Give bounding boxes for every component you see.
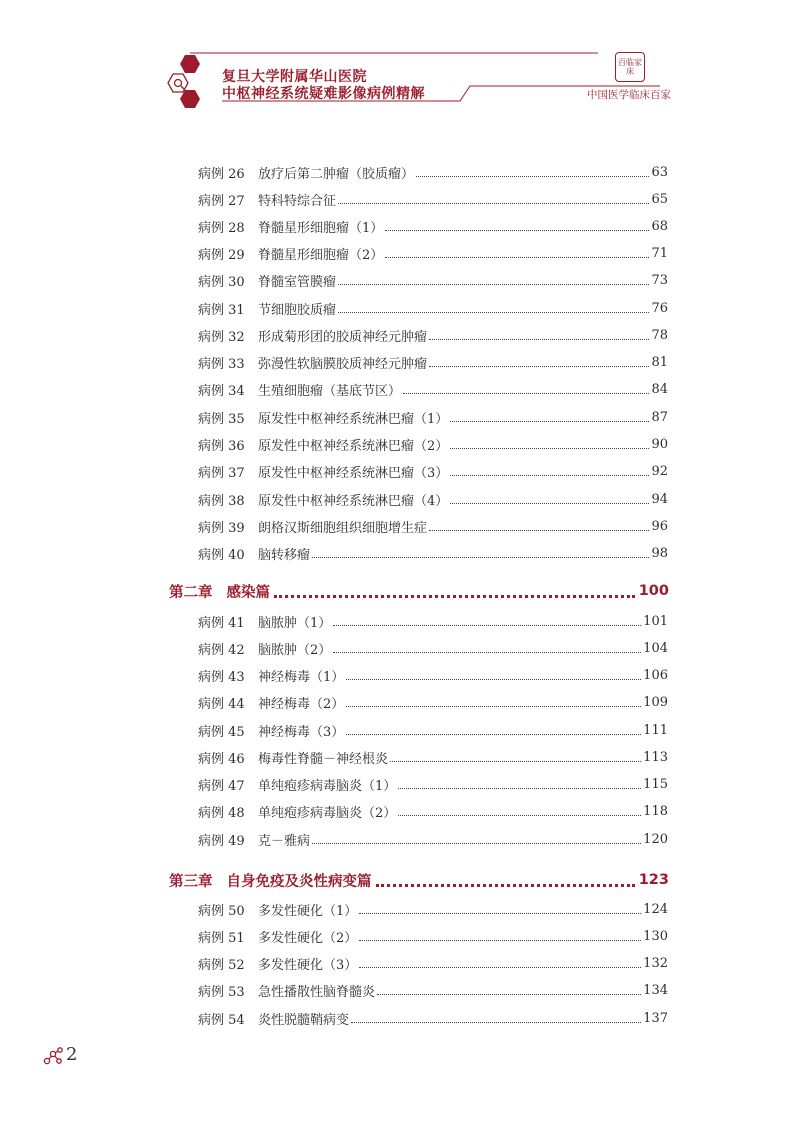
- case-number: 病例 49: [198, 833, 245, 849]
- page-number: 81: [651, 354, 668, 370]
- page-number: 68: [651, 218, 668, 234]
- toc-entry[interactable]: [198, 746, 668, 768]
- page-number: 120: [643, 831, 668, 847]
- page-number: 134: [643, 982, 668, 998]
- seal-stamp-icon: 百临家床: [615, 52, 645, 82]
- page-number: 124: [643, 901, 668, 917]
- case-number: 病例 32: [198, 329, 245, 345]
- page-number: 65: [651, 191, 668, 207]
- header-hospital-name: 复旦大学附属华山医院: [222, 69, 367, 85]
- dot-leader: [312, 557, 649, 558]
- page-number: 101: [643, 613, 668, 629]
- case-title: 多发性硬化（1）: [258, 903, 358, 919]
- dot-leader: [346, 706, 641, 707]
- toc-entry[interactable]: [198, 460, 668, 482]
- case-number: 病例 52: [198, 957, 245, 973]
- case-number: 病例 44: [198, 696, 245, 712]
- page-number: 76: [651, 300, 668, 316]
- case-number: 病例 39: [198, 520, 245, 536]
- header-series-name: 中国医学临床百家: [587, 89, 671, 101]
- case-title: 多发性硬化（3）: [258, 957, 358, 973]
- chapter-number: 第三章: [169, 873, 213, 890]
- dot-leader: [333, 625, 641, 626]
- case-number: 病例 36: [198, 438, 245, 454]
- dot-leader: [450, 503, 649, 504]
- case-title: 炎性脱髓鞘病变: [258, 1012, 350, 1028]
- case-number: 病例 31: [198, 302, 245, 318]
- dot-leader: [416, 176, 649, 177]
- toc-entry[interactable]: [198, 188, 668, 210]
- dot-leader: [338, 312, 649, 313]
- case-number: 病例 43: [198, 669, 245, 685]
- case-title: 放疗后第二肿瘤（胶质瘤）: [258, 166, 415, 182]
- case-title: 脑转移瘤: [258, 547, 311, 563]
- dot-leader: [377, 994, 641, 995]
- toc-entry[interactable]: [198, 433, 668, 455]
- case-number: 病例 30: [198, 274, 245, 290]
- page-number: 71: [651, 245, 668, 261]
- case-number: 病例 37: [198, 465, 245, 481]
- case-title: 原发性中枢神经系统淋巴瘤（1）: [258, 411, 449, 427]
- chapter-page-number: 123: [638, 872, 669, 888]
- dot-leader: [333, 652, 641, 653]
- toc-entry[interactable]: [198, 1007, 668, 1029]
- page-number: 132: [643, 955, 668, 971]
- toc-entry[interactable]: [198, 242, 668, 264]
- toc-entry[interactable]: [198, 406, 668, 428]
- case-title: 脑脓肿（1）: [258, 615, 332, 631]
- dot-leader: [359, 967, 641, 968]
- case-title: 脊髓室管膜瘤: [258, 274, 337, 290]
- case-number: 病例 50: [198, 903, 245, 919]
- case-number: 病例 26: [198, 166, 245, 182]
- toc-entry[interactable]: [198, 297, 668, 319]
- dot-leader: [338, 203, 649, 204]
- dot-leader: [359, 940, 641, 941]
- toc-entry[interactable]: [198, 351, 668, 373]
- toc-entry[interactable]: [198, 324, 668, 346]
- dot-leader: [346, 679, 641, 680]
- footer-page-number: 2: [66, 1044, 78, 1065]
- molecule-icon: [43, 1046, 65, 1066]
- toc-chapter-heading[interactable]: [169, 579, 669, 603]
- case-title: 特科特综合征: [258, 193, 337, 209]
- dot-leader: [450, 448, 649, 449]
- dot-leader: [385, 230, 649, 231]
- case-number: 病例 28: [198, 220, 245, 236]
- case-number: 病例 53: [198, 984, 245, 1000]
- dot-leader: [376, 884, 635, 887]
- dot-leader: [351, 1022, 641, 1023]
- case-title: 多发性硬化（2）: [258, 930, 358, 946]
- case-number: 病例 34: [198, 383, 245, 399]
- toc-entry[interactable]: [198, 637, 668, 659]
- page-number: 109: [643, 694, 668, 710]
- page-number: 92: [651, 463, 668, 479]
- case-number: 病例 45: [198, 724, 245, 740]
- dot-leader: [429, 530, 649, 531]
- dot-leader: [398, 815, 641, 816]
- case-number: 病例 40: [198, 547, 245, 563]
- toc-entry[interactable]: [198, 515, 668, 537]
- toc-entry[interactable]: [198, 215, 668, 237]
- toc-entry[interactable]: [198, 269, 668, 291]
- toc-entry[interactable]: [198, 691, 668, 713]
- page-number: 130: [643, 928, 668, 944]
- toc-entry[interactable]: [198, 488, 668, 510]
- page-number: 98: [651, 545, 668, 561]
- case-title: 弥漫性软脑膜胶质神经元肿瘤: [258, 356, 428, 372]
- case-title: 脊髓星形细胞瘤（2）: [258, 247, 384, 263]
- case-title: 梅毒性脊髓－神经根炎: [258, 751, 389, 767]
- toc-entry[interactable]: [198, 542, 668, 564]
- case-title: 朗格汉斯细胞组织细胞增生症: [258, 520, 428, 536]
- case-title: 脑脓肿（2）: [258, 642, 332, 658]
- page-number: 84: [651, 381, 668, 397]
- page-number: 96: [651, 518, 668, 534]
- page-number: 78: [651, 327, 668, 343]
- case-title: 节细胞胶质瘤: [258, 302, 337, 318]
- case-number: 病例 41: [198, 615, 245, 631]
- case-number: 病例 54: [198, 1012, 245, 1028]
- dot-leader: [403, 393, 649, 394]
- page-number: 115: [643, 776, 668, 792]
- page-number: 90: [651, 436, 668, 452]
- case-title: 脊髓星形细胞瘤（1）: [258, 220, 384, 236]
- case-title: 单纯疱疹病毒脑炎（1）: [258, 778, 397, 794]
- dot-leader: [359, 913, 641, 914]
- toc-entry[interactable]: [198, 828, 668, 850]
- page-number: 111: [643, 722, 668, 738]
- case-number: 病例 42: [198, 642, 245, 658]
- hexagon-logo-icon: [165, 52, 221, 108]
- toc-entry[interactable]: [198, 979, 668, 1001]
- case-number: 病例 47: [198, 778, 245, 794]
- toc-entry[interactable]: [198, 378, 668, 400]
- case-number: 病例 27: [198, 193, 245, 209]
- dot-leader: [385, 257, 649, 258]
- page-number: 73: [651, 272, 668, 288]
- case-title: 克－雅病: [258, 833, 311, 849]
- case-number: 病例 29: [198, 247, 245, 263]
- toc-entry[interactable]: [198, 773, 668, 795]
- page-header: [0, 0, 800, 115]
- chapter-page-number: 100: [638, 583, 669, 599]
- case-number: 病例 51: [198, 930, 245, 946]
- page-number: 137: [643, 1010, 668, 1026]
- toc-entry[interactable]: [198, 719, 668, 741]
- toc-entry[interactable]: [198, 898, 668, 920]
- page-number: 94: [651, 491, 668, 507]
- chapter-title: 自身免疫及炎性病变篇: [226, 873, 372, 890]
- case-title: 急性播散性脑脊髓炎: [258, 984, 376, 1000]
- case-title: 神经梅毒（1）: [258, 669, 345, 685]
- dot-leader: [398, 788, 641, 789]
- dot-leader: [312, 843, 641, 844]
- dot-leader: [338, 284, 649, 285]
- dot-leader: [346, 734, 641, 735]
- header-book-title: 中枢神经系统疑难影像病例精解: [222, 86, 425, 102]
- dot-leader: [450, 421, 649, 422]
- case-number: 病例 46: [198, 751, 245, 767]
- toc-entry[interactable]: [198, 800, 668, 822]
- case-number: 病例 35: [198, 411, 245, 427]
- case-title: 原发性中枢神经系统淋巴瘤（2）: [258, 438, 449, 454]
- case-number: 病例 33: [198, 356, 245, 372]
- page-number: 104: [643, 640, 668, 656]
- toc-entry[interactable]: [198, 610, 668, 632]
- toc-chapter-heading[interactable]: [169, 868, 669, 892]
- toc-entry[interactable]: [198, 161, 668, 183]
- dot-leader: [274, 595, 635, 598]
- case-number: 病例 48: [198, 805, 245, 821]
- case-number: 病例 38: [198, 493, 245, 509]
- case-title: 生殖细胞瘤（基底节区）: [258, 383, 402, 399]
- toc-entry[interactable]: [198, 952, 668, 974]
- dot-leader: [450, 475, 649, 476]
- page-number: 113: [643, 749, 668, 765]
- toc-entry[interactable]: [198, 664, 668, 686]
- dot-leader: [390, 761, 641, 762]
- case-title: 形成菊形团的胶质神经元肿瘤: [258, 329, 428, 345]
- case-title: 原发性中枢神经系统淋巴瘤（3）: [258, 465, 449, 481]
- dot-leader: [429, 339, 649, 340]
- toc-entry[interactable]: [198, 925, 668, 947]
- dot-leader: [429, 366, 649, 367]
- page-number: 87: [651, 409, 668, 425]
- page-number: 63: [651, 164, 668, 180]
- case-title: 原发性中枢神经系统淋巴瘤（4）: [258, 493, 449, 509]
- case-title: 神经梅毒（3）: [258, 724, 345, 740]
- case-title: 神经梅毒（2）: [258, 696, 345, 712]
- case-title: 单纯疱疹病毒脑炎（2）: [258, 805, 397, 821]
- page-number: 118: [643, 803, 668, 819]
- page-number: 106: [643, 667, 668, 683]
- chapter-number: 第二章: [169, 584, 213, 601]
- chapter-title: 感染篇: [226, 584, 270, 601]
